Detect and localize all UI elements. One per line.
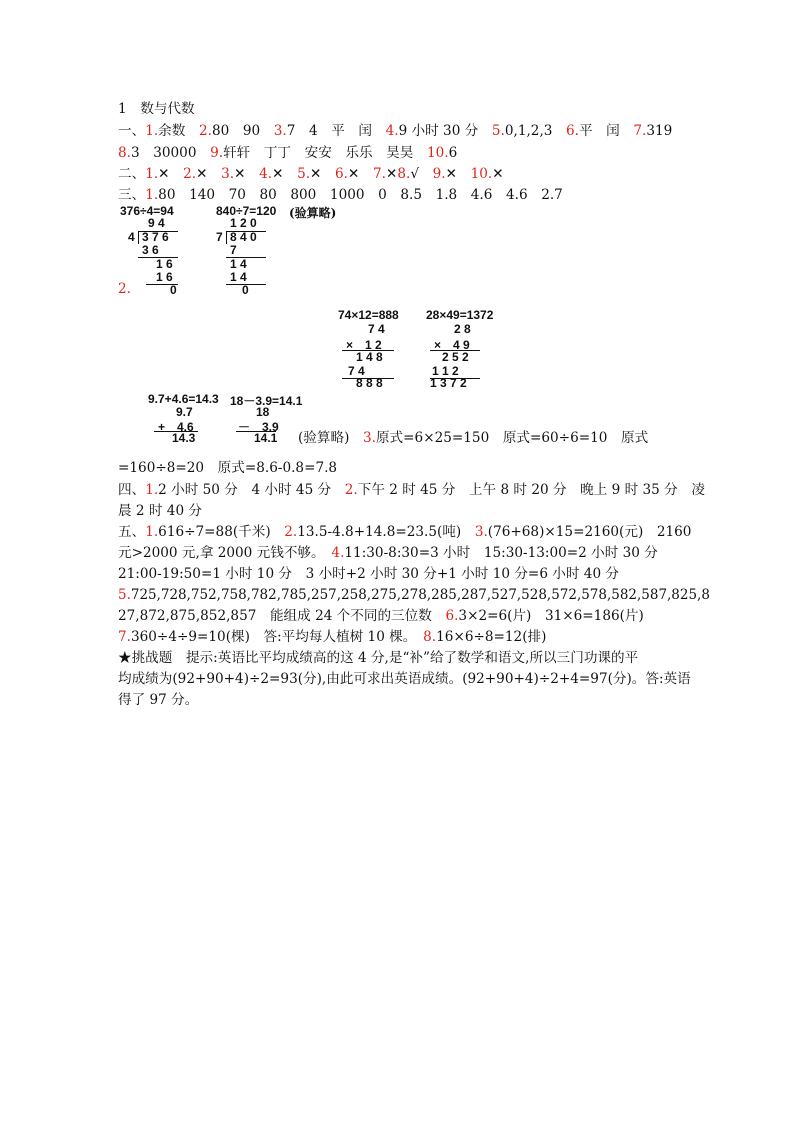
subtraction-18-3.9: 18－3.9=14.1 18 － 3.9 14.1: [230, 394, 303, 445]
answer-line-4: 三、1.80 140 70 80 800 1000 0 8.5 1.8 4.6 4.6 2.7: [118, 187, 563, 203]
answer-line-9: 五、1.616÷7=88(千米) 2.13.5-4.8+14.8=23.5(吨) 3.(76+68)×15=2160(元) 2160: [118, 524, 692, 540]
challenge-line-3: 得了 97 分。: [118, 692, 199, 708]
answer-line-14: 7.360÷4÷9=10(棵) 答:平均每人植树 10 棵。 8.16×6÷8=12(排): [118, 629, 547, 645]
answer-line-10: 元>2000 元,拿 2000 元钱不够。 4.11:30-8:30=3 小时 15:30-13:00=2 小时 30 分: [118, 545, 658, 561]
answer-line-1: 一、1.余数 2.80 90 3.7 4 平 闰 4.9 小时 30 分 5.0,1,2,3 6.平 闰 7.319: [118, 123, 673, 139]
answer-line-12: 5.725,728,752,758,782,785,257,258,275,278,285,287,527,528,572,578,582,587,825,8: [118, 587, 710, 603]
verification-omitted-note: (验算略): [289, 206, 337, 220]
long-division-376: 376÷4=94 9 4 4 3 7 6 3 6 1 6 1 6 0: [120, 204, 177, 297]
section-heading: 1 数与代数: [118, 101, 195, 117]
multiplication-74x12: 74×12=888 7 4 × 1 2 1 4 8 7 4 8 8 8: [338, 308, 399, 390]
answer-line-2: 8.3 30000 9.轩轩 丁丁 安安 乐乐 昊昊 10.6: [118, 145, 458, 161]
answer-line-11: 21:00-19:50=1 小时 10 分 3 小时+2 小时 30 分+1 小时 10 分=6 小时 40 分: [118, 566, 620, 582]
answer-line-6: =160÷8=20 原式=8.6-0.8=7.8: [118, 460, 338, 476]
challenge-line-2: 均成绩为(92+90+4)÷2=93(分),由此可求出英语成绩。(92+90+4)÷2+4=97(分)。答:英语: [118, 671, 691, 687]
addition-9.7+4.6: 9.7+4.6=14.3 9.7 + 4.6 14.3: [148, 392, 219, 445]
long-division-840: 840÷7=120 1 2 0 7 8 4 0 7 1 4 1 4 0: [216, 204, 277, 297]
item-2-label: 2.: [118, 281, 131, 297]
answer-line-13: 27,872,875,852,857 能组成 24 个不同的三位数 6.3×2=6(片) 31×6=186(片): [118, 608, 644, 624]
multiplication-28x49: 28×49=1372 2 8 × 4 9 2 5 2 1 1 2 1 3 7 2: [426, 308, 494, 390]
answer-line-7: 四、1.2 小时 50 分 4 小时 45 分 2.下午 2 时 45 分 上午 8 时 20 分 晚上 9 时 35 分 凌: [118, 482, 705, 498]
answer-line-5: (验算略) 3.原式=6×25=150 原式=60÷6=10 原式: [298, 430, 649, 446]
answer-line-3: 二、1.✕ 2.✕ 3.✕ 4.✕ 5.✕ 6.✕ 7.✕8.√ 9.✕ 10.✕: [118, 166, 504, 182]
answer-line-8: 晨 2 时 40 分: [118, 503, 203, 519]
challenge-line-1: ★挑战题 提示:英语比平均成绩高的这 4 分,是“补”给了数学和语文,所以三门功课的平: [118, 650, 639, 666]
